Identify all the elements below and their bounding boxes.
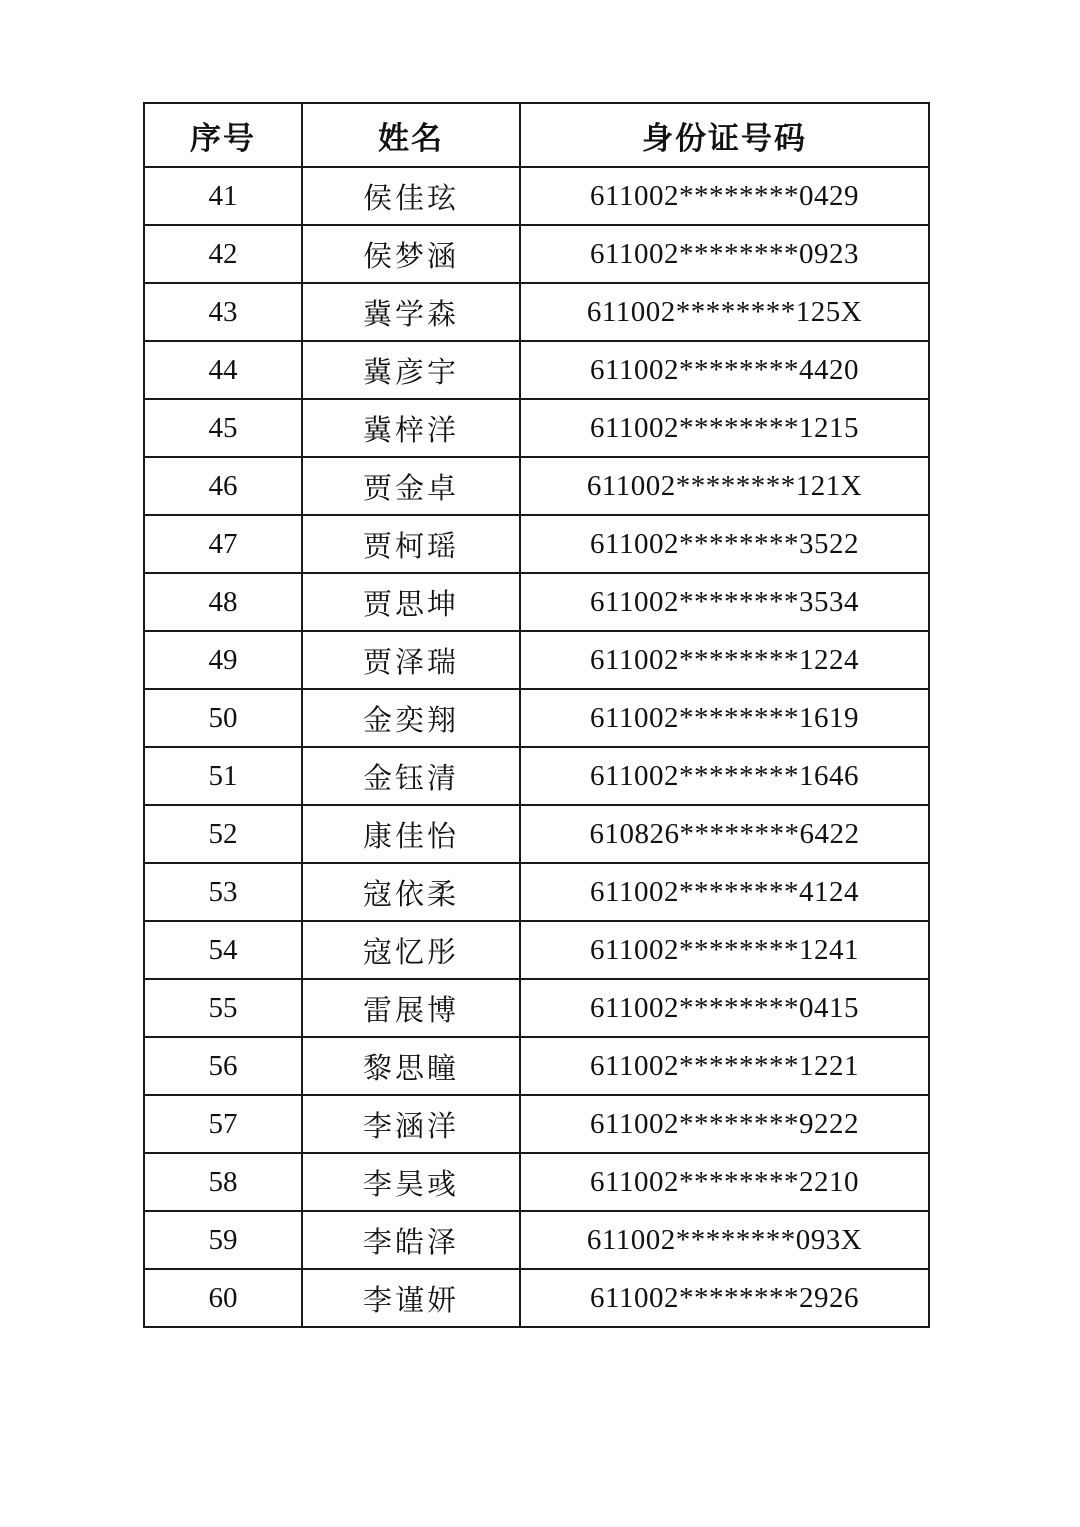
serial-number: 55	[144, 979, 302, 1037]
serial-number: 45	[144, 399, 302, 457]
serial-number: 54	[144, 921, 302, 979]
table-row	[144, 689, 929, 747]
id-number: 611002********1241	[520, 921, 929, 979]
student-name: 侯佳玹	[302, 167, 520, 225]
student-name: 冀彦宇	[302, 341, 520, 399]
header-row	[144, 103, 929, 167]
table-row	[144, 573, 929, 631]
table-row	[144, 631, 929, 689]
serial-number: 52	[144, 805, 302, 863]
student-name: 贾思坤	[302, 573, 520, 631]
roster-table	[143, 102, 930, 1328]
table-row	[144, 167, 929, 225]
table-row	[144, 921, 929, 979]
table-row	[144, 1211, 929, 1269]
student-name: 贾泽瑞	[302, 631, 520, 689]
table-row	[144, 225, 929, 283]
id-number: 611002********1619	[520, 689, 929, 747]
id-number: 611002********1646	[520, 747, 929, 805]
student-name: 黎思瞳	[302, 1037, 520, 1095]
id-number: 611002********1215	[520, 399, 929, 457]
table-row	[144, 863, 929, 921]
serial-number: 57	[144, 1095, 302, 1153]
id-number: 611002********1224	[520, 631, 929, 689]
id-number: 611002********4124	[520, 863, 929, 921]
id-number: 611002********9222	[520, 1095, 929, 1153]
table-row	[144, 341, 929, 399]
table-row	[144, 283, 929, 341]
serial-number: 48	[144, 573, 302, 631]
table-row	[144, 515, 929, 573]
table-row	[144, 1153, 929, 1211]
serial-number: 41	[144, 167, 302, 225]
roster-sheet	[143, 102, 928, 1328]
table-row	[144, 979, 929, 1037]
student-name: 贾金卓	[302, 457, 520, 515]
serial-number: 53	[144, 863, 302, 921]
student-name: 侯梦涵	[302, 225, 520, 283]
table-row	[144, 457, 929, 515]
id-number: 611002********4420	[520, 341, 929, 399]
header-name: 姓名	[302, 103, 520, 167]
serial-number: 43	[144, 283, 302, 341]
table-row	[144, 1095, 929, 1153]
id-number: 611002********2926	[520, 1269, 929, 1327]
serial-number: 59	[144, 1211, 302, 1269]
student-name: 李谨妍	[302, 1269, 520, 1327]
serial-number: 49	[144, 631, 302, 689]
serial-number: 42	[144, 225, 302, 283]
student-name: 金钰清	[302, 747, 520, 805]
id-number: 611002********1221	[520, 1037, 929, 1095]
student-name: 冀梓洋	[302, 399, 520, 457]
student-name: 康佳怡	[302, 805, 520, 863]
serial-number: 44	[144, 341, 302, 399]
table-row	[144, 805, 929, 863]
id-number: 611002********3534	[520, 573, 929, 631]
student-name: 李皓泽	[302, 1211, 520, 1269]
id-number: 611002********0923	[520, 225, 929, 283]
id-number: 611002********125X	[520, 283, 929, 341]
student-name: 金奕翔	[302, 689, 520, 747]
id-number: 611002********2210	[520, 1153, 929, 1211]
id-number: 611002********093X	[520, 1211, 929, 1269]
student-name: 李昊彧	[302, 1153, 520, 1211]
header-serial-number: 序号	[144, 103, 302, 167]
id-number: 611002********0415	[520, 979, 929, 1037]
id-number: 610826********6422	[520, 805, 929, 863]
student-name: 贾柯瑶	[302, 515, 520, 573]
serial-number: 56	[144, 1037, 302, 1095]
id-number: 611002********0429	[520, 167, 929, 225]
table-row	[144, 399, 929, 457]
serial-number: 58	[144, 1153, 302, 1211]
serial-number: 47	[144, 515, 302, 573]
student-name: 冀学森	[302, 283, 520, 341]
student-name: 李涵洋	[302, 1095, 520, 1153]
serial-number: 50	[144, 689, 302, 747]
header-id-number: 身份证号码	[520, 103, 929, 167]
table-row	[144, 1269, 929, 1327]
id-number: 611002********121X	[520, 457, 929, 515]
table-row	[144, 1037, 929, 1095]
student-name: 寇忆彤	[302, 921, 520, 979]
table-row	[144, 747, 929, 805]
serial-number: 51	[144, 747, 302, 805]
serial-number: 46	[144, 457, 302, 515]
serial-number: 60	[144, 1269, 302, 1327]
student-name: 寇依柔	[302, 863, 520, 921]
student-name: 雷展博	[302, 979, 520, 1037]
id-number: 611002********3522	[520, 515, 929, 573]
